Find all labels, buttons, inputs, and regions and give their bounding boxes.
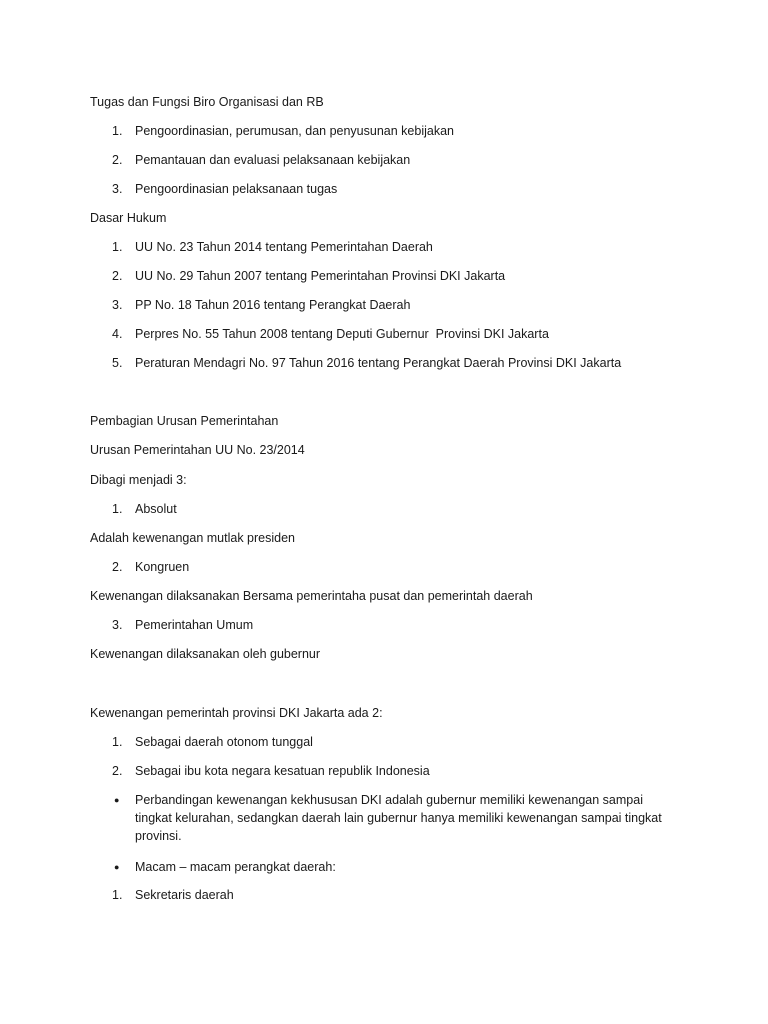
list-item-text: UU No. 23 Tahun 2014 tentang Pemerintahan Daerah [135,240,433,254]
list-number: 1. [112,502,123,516]
list-item [90,886,690,904]
list-item-text: Perpres No. 55 Tahun 2008 tentang Deputi Gubernur Provinsi DKI Jakarta [135,327,549,341]
list-item-text: Pengoordinasian, perumusan, dan penyusunan kebijakan [135,124,454,138]
list-number: 2. [112,560,123,574]
list-item [90,180,690,198]
list-item [90,616,690,634]
list-number: 1. [112,888,123,902]
list-item-text: Absolut [135,502,177,516]
list-item-text: Kongruen [135,560,190,574]
list-number: 2. [112,269,123,283]
list-item-text: Peraturan Mendagri No. 97 Tahun 2016 tentang Perangkat Daerah Provinsi DKI Jakarta [135,356,622,370]
list-item [90,558,690,576]
bullet-item-text: Macam – macam perangkat daerah: [135,860,336,874]
list-item [90,238,690,256]
paragraph: Kewenangan dilaksanakan oleh gubernur [90,647,321,661]
bullet-item [90,858,690,876]
bullet-icon: ● [114,795,120,805]
bullet-item [90,791,690,845]
list-item-text: Pemerintahan Umum [135,618,254,632]
list-number: 3. [112,298,123,312]
list-number: 2. [112,153,123,167]
list-number: 2. [112,764,123,778]
list-number: 1. [112,124,123,138]
heading-dasar-hukum: Dasar Hukum [90,211,167,225]
list-number: 1. [112,735,123,749]
list-item-text: Sebagai ibu kota negara kesatuan republik Indonesia [135,764,430,778]
paragraph: Kewenangan dilaksanakan Bersama pemerintaha pusat dan pemerintah daerah [90,589,533,603]
heading-kewenangan: Kewenangan pemerintah provinsi DKI Jakarta ada 2: [90,706,383,720]
bullet-item-text: Perbandingan kewenangan kekhususan DKI adalah gubernur memiliki kewenangan sampai tingkat kelurahan, sedangkan daerah lain gubernur hanya memiliki kewenangan sampai tingkat provinsi. [135,793,662,843]
list-item [90,733,690,751]
list-number: 4. [112,327,123,341]
list-item-text: PP No. 18 Tahun 2016 tentang Perangkat Daerah [135,298,411,312]
heading-pembagian-urusan: Pembagian Urusan Pemerintahan [90,414,279,428]
list-item [90,296,690,314]
heading-tugas-fungsi: Tugas dan Fungsi Biro Organisasi dan RB [90,95,324,109]
list-item-text: Sebagai daerah otonom tunggal [135,735,313,749]
list-number: 1. [112,240,123,254]
bullet-icon: ● [114,862,120,872]
list-item [90,762,690,780]
list-item [90,500,690,518]
list-item [90,267,690,285]
list-item [90,151,690,169]
list-item-text: Sekretaris daerah [135,888,234,902]
list-item [90,354,690,372]
list-number: 5. [112,356,123,370]
list-item-text: Pemantauan dan evaluasi pelaksanaan kebijakan [135,153,411,167]
paragraph: Urusan Pemerintahan UU No. 23/2014 [90,443,305,457]
paragraph: Adalah kewenangan mutlak presiden [90,531,295,545]
list-item-text: UU No. 29 Tahun 2007 tentang Pemerintahan Provinsi DKI Jakarta [135,269,506,283]
paragraph: Dibagi menjadi 3: [90,473,187,487]
list-item-text: Pengoordinasian pelaksanaan tugas [135,182,338,196]
list-item [90,122,690,140]
list-number: 3. [112,182,123,196]
list-item [90,325,690,343]
list-number: 3. [112,618,123,632]
